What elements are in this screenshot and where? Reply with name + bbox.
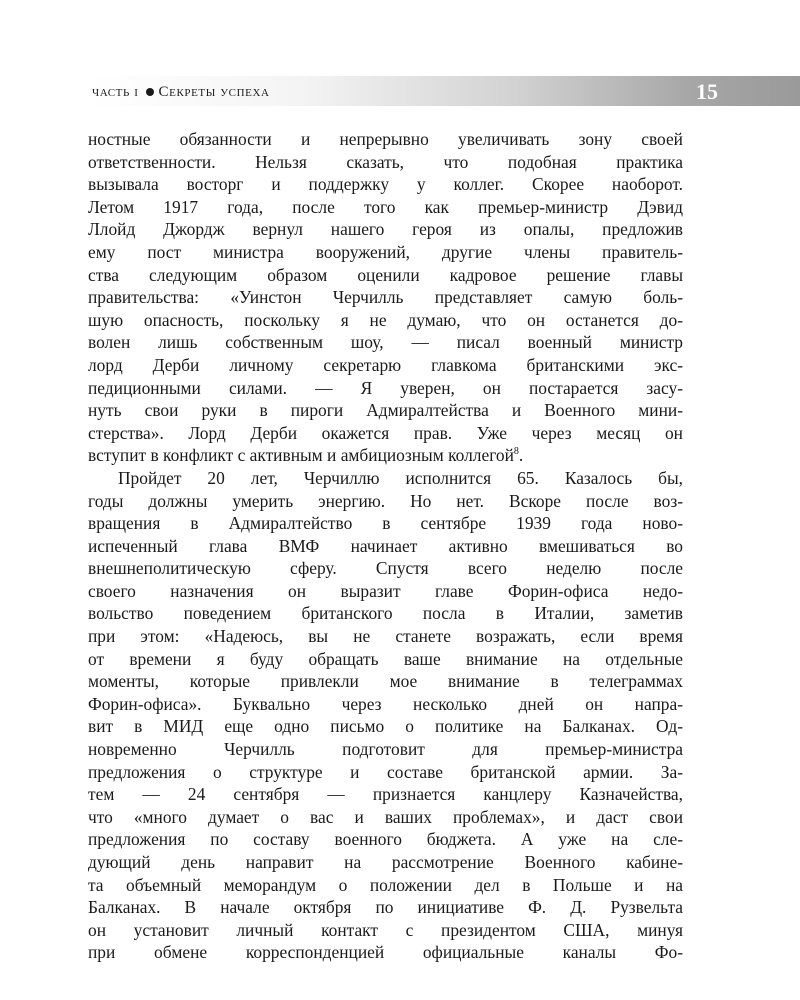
text-line: новременно Черчилль подготовит для премьер-министра [88, 739, 683, 760]
page-number: 15 [696, 79, 718, 104]
text-line: вращения в Адмиралтейство в сентябре 1939 года ново- [88, 513, 683, 534]
text-line: испеченный глава ВМФ начинает активно вмешиваться во [88, 535, 683, 556]
text-line: вольство поведением британского посла в Италии, заметив [88, 603, 683, 624]
text-line: от времени я буду обращать ваше внимание на отдельные [88, 648, 683, 669]
text-line: тем — 24 сентября — признается канцлеру Казначейства, [88, 784, 683, 805]
part-label: часть i [92, 84, 139, 100]
text-line: Балканах. В начале октября по инициативе Ф. Д. Рузвельта [88, 897, 683, 918]
footnote-reference: 8 [513, 446, 519, 458]
text-line: дующий день направит на рассмотрение Военного кабине- [88, 852, 683, 872]
section-title: Секреты успеха [158, 84, 270, 100]
text-line: стерства». Лорд Дерби окажется прав. Уже через месяц он [88, 422, 683, 443]
bullet-icon [146, 88, 154, 96]
text-line: ства следующим образом оценили кадровое решение главы [88, 264, 683, 285]
paragraph-1 [88, 128, 683, 467]
text-line: при этом: «Надеюсь, вы не станете возражать, если время [88, 626, 683, 647]
text-line: годы должны умерить энергию. Но нет. Вскоре после воз- [88, 490, 683, 511]
text-line: ответственности. Нельзя сказать, что подобная практика [88, 151, 683, 172]
text-line: Летом 1917 года, после того как премьер-министр Дэвид [88, 196, 683, 217]
paragraph-2 [88, 467, 683, 964]
text-line-last [88, 444, 683, 467]
text-line: предложения о структуре и составе британской армии. За- [88, 761, 683, 782]
text-line: вызывала восторг и поддержку у коллег. Скорее наоборот. [88, 174, 683, 195]
text-line: Пройдет 20 лет, Черчиллю исполнится 65. Казалось бы, [118, 467, 683, 488]
text-line: что «много думает о вас и ваших проблемах», и даст свои [88, 806, 683, 827]
text-line: он установит личный контакт с президентом США, минуя [88, 919, 683, 940]
text-line: своего назначения он выразит главе Форин-офиса недо- [88, 580, 683, 601]
text-line: лорд Дерби личному секретарю главкома британскими экс- [88, 354, 683, 375]
body-text [88, 128, 683, 964]
text-line: педиционными силами. — Я уверен, он постарается засу- [88, 377, 683, 398]
text-line: правительства: «Уинстон Черчилль представляет самую боль- [88, 287, 683, 308]
text-line: шую опасность, поскольку я не думаю, что он останется до- [88, 309, 683, 330]
text-line: Ллойд Джордж вернул нашего героя из опалы, предложив [88, 219, 683, 240]
text-line: та объемный меморандум о положении дел в Польше и на [88, 874, 683, 895]
text-line: моменты, которые привлекли мое внимание в телеграммах [88, 671, 683, 692]
text-line: Форин-офиса». Буквально через несколько дней он напра- [88, 693, 683, 714]
text-line: нуть свои руки в пироги Адмиралтейства и Военного мини- [88, 400, 683, 421]
text-line: вит в МИД еще одно письмо о политике на Балканах. Од- [88, 716, 683, 737]
sentence-period: . [518, 445, 524, 466]
text-line: внешнеполитическую сферу. Спустя всего неделю после [88, 558, 683, 579]
running-head [92, 84, 270, 101]
text-line: волен лишь собственным шоу, — писал военный министр [88, 332, 683, 353]
text-line: предложения по составу военного бюджета. А уже на сле- [88, 829, 683, 850]
text-line: вступит в конфликт с активным и амбициозным коллегой [88, 445, 514, 466]
text-line: при обмене корреспонденцией официальные каналы Фо- [88, 942, 683, 963]
text-line: ему пост министра вооружений, другие члены правитель- [88, 241, 683, 262]
text-line: ностные обязанности и непрерывно увеличивать зону своей [88, 129, 683, 149]
